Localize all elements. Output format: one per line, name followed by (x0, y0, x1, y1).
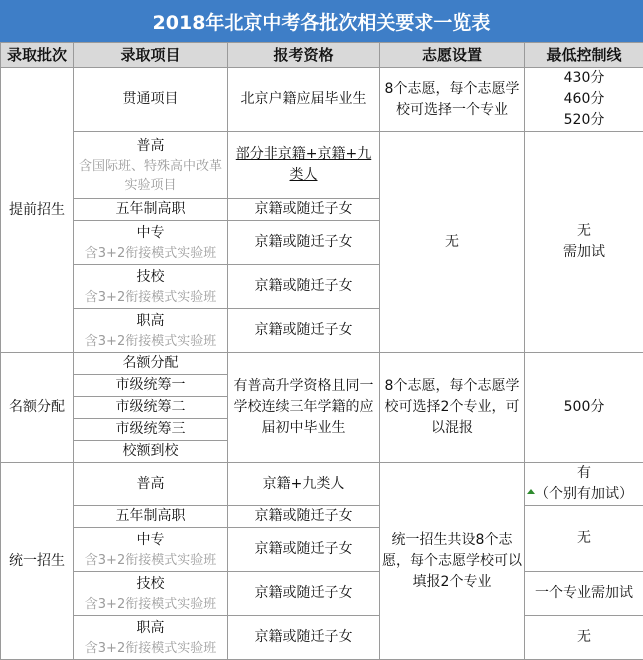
score-cell: 无 (525, 616, 643, 660)
table-row (1, 132, 643, 199)
header-qualification: 报考资格 (228, 43, 380, 68)
header-volunteer: 志愿设置 (380, 43, 525, 68)
project-cell: 普高 (74, 463, 228, 506)
score-line: 460分 (527, 89, 641, 110)
project-note: 含3+2衔接模式实验班 (76, 288, 225, 307)
project-name: 中专 (76, 223, 225, 244)
project-cell (74, 132, 228, 199)
table-row (1, 572, 643, 616)
table-row (1, 506, 643, 528)
header-batch: 录取批次 (1, 43, 74, 68)
batch-early: 提前招生 (1, 68, 74, 353)
qualification-cell: 京籍或随迁子女 (228, 528, 380, 572)
qualification-cell: 京籍或随迁子女 (228, 221, 380, 265)
project-cell (74, 616, 228, 660)
page-title: 2018年北京中考各批次相关要求一览表 (0, 0, 643, 42)
qualification-cell: 京籍或随迁子女 (228, 309, 380, 353)
requirements-table (0, 42, 643, 660)
score-cell (525, 68, 643, 132)
qualification-cell: 北京户籍应届毕业生 (228, 68, 380, 132)
project-note: 含3+2衔接模式实验班 (76, 551, 225, 570)
project-name: 中专 (76, 530, 225, 551)
project-name: 职高 (76, 618, 225, 639)
project-cell: 市级统筹二 (74, 397, 228, 419)
volunteer-cell: 无 (380, 132, 525, 353)
batch-quota: 名额分配 (1, 353, 74, 463)
project-name: 普高 (76, 136, 225, 157)
project-cell: 名额分配 (74, 353, 228, 375)
qualification-cell: 京籍或随迁子女 (228, 616, 380, 660)
project-cell (74, 528, 228, 572)
project-name: 技校 (76, 267, 225, 288)
score-line: 430分 (527, 68, 641, 89)
score-line: （个别有加试） (527, 484, 641, 505)
volunteer-cell: 8个志愿，每个志愿学校可选择一个专业 (380, 68, 525, 132)
project-note: 含3+2衔接模式实验班 (76, 639, 225, 658)
table-row (1, 68, 643, 132)
project-cell: 市级统筹三 (74, 419, 228, 441)
project-cell (74, 265, 228, 309)
table-row (1, 353, 643, 375)
project-cell (74, 572, 228, 616)
qualification-cell: 京籍或随迁子女 (228, 199, 380, 221)
qualification-cell: 部分非京籍+京籍+九类人 (228, 132, 380, 199)
qualification-cell: 有普高升学资格且同一学校连续三年学籍的应届初中毕业生 (228, 353, 380, 463)
score-cell (525, 463, 643, 506)
project-name: 技校 (76, 574, 225, 595)
qualification-cell: 京籍+九类人 (228, 463, 380, 506)
score-cell (525, 132, 643, 353)
score-cell: 500分 (525, 353, 643, 463)
project-cell: 市级统筹一 (74, 375, 228, 397)
score-cell: 一个专业需加试 (525, 572, 643, 616)
project-note: 含国际班、特殊高中改革实验项目 (76, 157, 225, 195)
qualification-cell: 京籍或随迁子女 (228, 506, 380, 528)
table-row (1, 616, 643, 660)
header-score: 最低控制线 (525, 43, 643, 68)
score-line: 520分 (527, 110, 641, 131)
project-cell: 五年制高职 (74, 199, 228, 221)
project-cell: 校额到校 (74, 441, 228, 463)
qualification-cell: 京籍或随迁子女 (228, 572, 380, 616)
project-note: 含3+2衔接模式实验班 (76, 244, 225, 263)
batch-unified: 统一招生 (1, 463, 74, 660)
score-line: 需加试 (527, 242, 641, 263)
volunteer-cell: 8个志愿，每个志愿学校可选择2个专业，可以混报 (380, 353, 525, 463)
volunteer-cell: 统一招生共设8个志愿，每个志愿学校可以填报2个专业 (380, 463, 525, 660)
qualification-cell: 京籍或随迁子女 (228, 265, 380, 309)
header-project: 录取项目 (74, 43, 228, 68)
project-cell (74, 309, 228, 353)
score-line: 有 (527, 463, 641, 484)
project-cell: 贯通项目 (74, 68, 228, 132)
project-cell (74, 221, 228, 265)
project-note: 含3+2衔接模式实验班 (76, 595, 225, 614)
header-row (1, 43, 643, 68)
score-cell: 无 (525, 506, 643, 572)
score-line: 无 (527, 221, 641, 242)
table-row (1, 463, 643, 506)
project-note: 含3+2衔接模式实验班 (76, 332, 225, 351)
project-name: 职高 (76, 311, 225, 332)
project-cell: 五年制高职 (74, 506, 228, 528)
